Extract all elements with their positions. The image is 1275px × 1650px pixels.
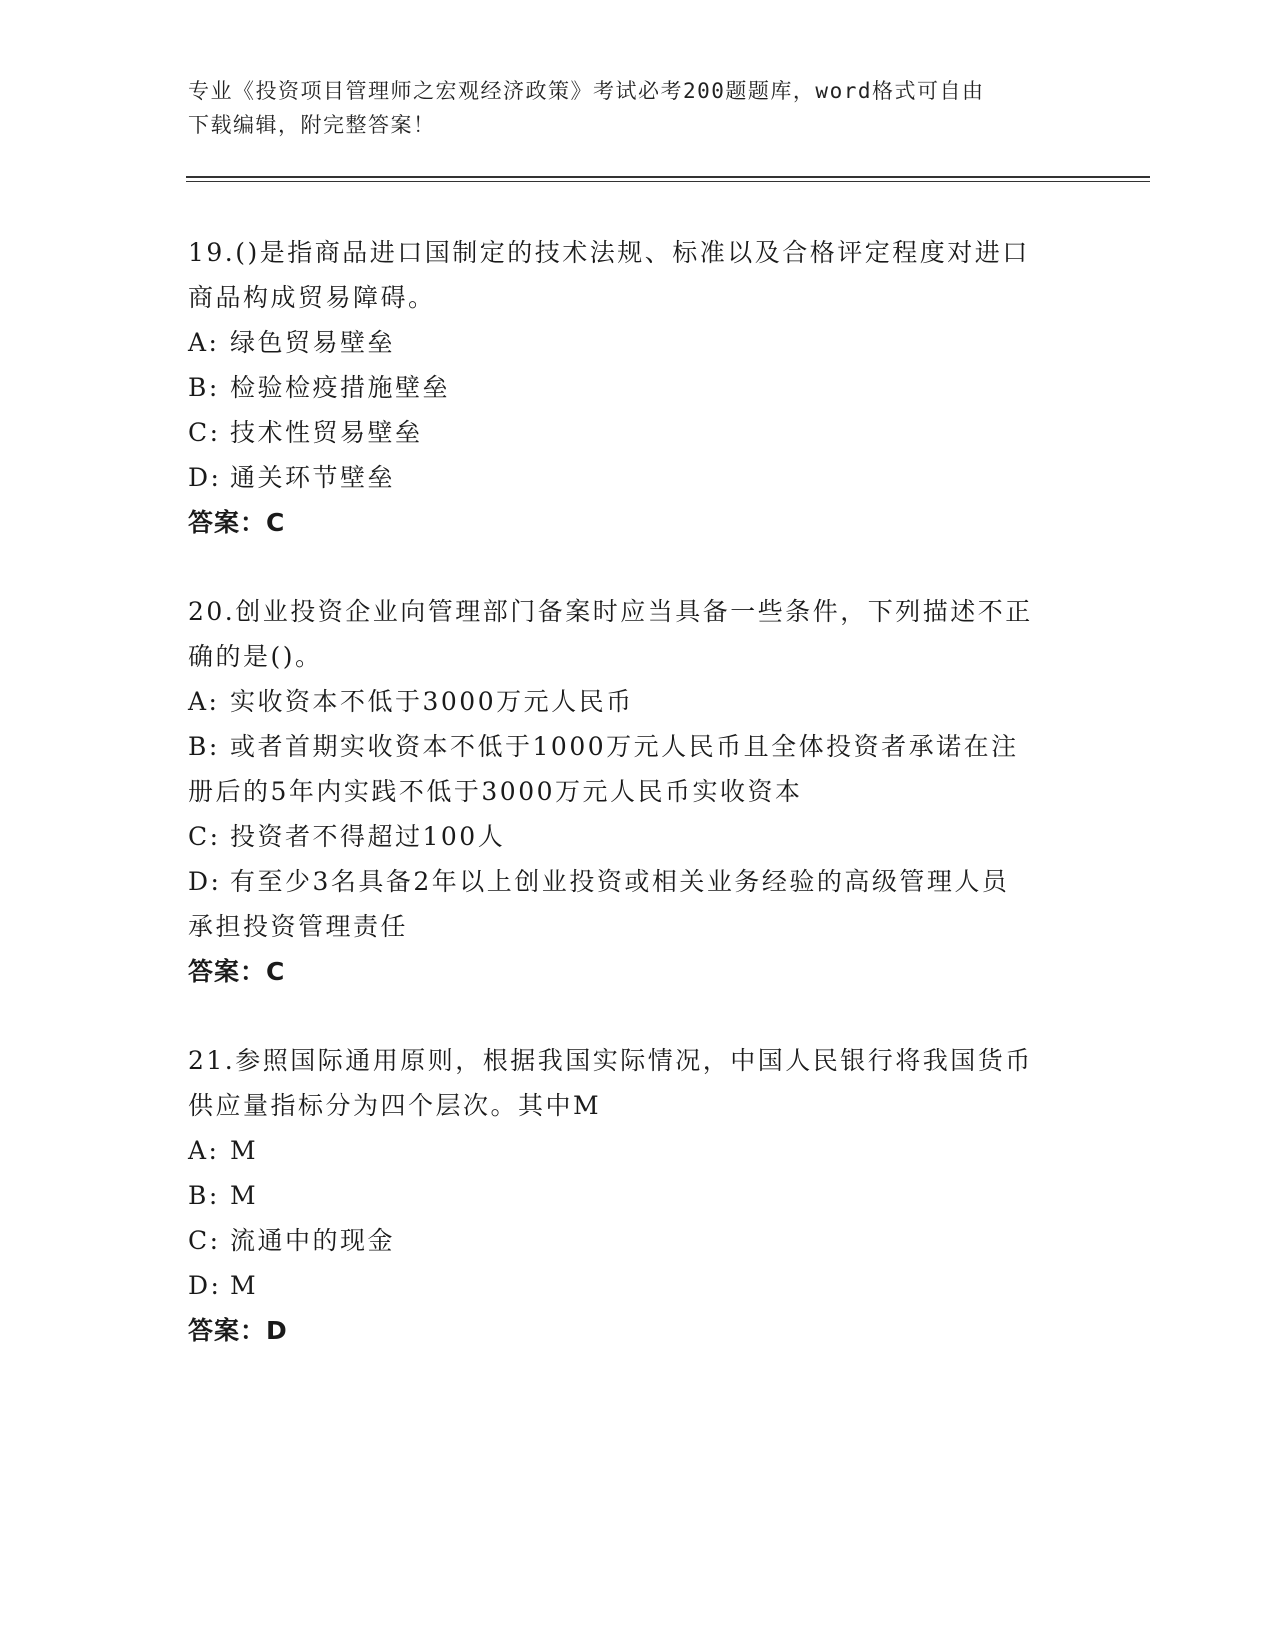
option-text: 技术性贸易壁垒	[230, 418, 423, 447]
option-label: D:	[188, 1271, 222, 1300]
question-stem-line: 19.()是指商品进口国制定的技术法规、标准以及合格评定程度对进口	[188, 238, 1030, 267]
question-stem-line: 商品构成贸易障碍。	[188, 283, 436, 312]
header-divider-thin	[186, 181, 1150, 182]
answer-line: 答案：C	[188, 957, 286, 986]
option-text: 有至少3名具备2年以上创业投资或相关业务经验的高级管理人员	[230, 867, 1010, 896]
option-text: 流通中的现金	[230, 1226, 396, 1255]
option-text: 实收资本不低于3000万元人民币	[230, 687, 634, 716]
option-label: A:	[188, 687, 220, 716]
option-b	[188, 1173, 1068, 1218]
option-b	[188, 724, 1068, 769]
header-divider-thick	[186, 176, 1150, 178]
option-c	[188, 1218, 1068, 1263]
question-stem-line: 20.创业投资企业向管理部门备案时应当具备一些条件，下列描述不正	[188, 597, 1033, 626]
option-c	[188, 814, 1068, 859]
option-text: 投资者不得超过100人	[230, 822, 506, 851]
option-label: B:	[188, 732, 220, 761]
option-text: M	[230, 1181, 259, 1210]
option-text: 绿色贸易壁垒	[230, 328, 396, 357]
question-stem-line: 供应量指标分为四个层次。其中M	[188, 1091, 602, 1120]
answer-line: 答案：D	[188, 1316, 288, 1345]
question-stem-line: 21.参照国际通用原则，根据我国实际情况，中国人民银行将我国货币	[188, 1046, 1033, 1075]
header-line-1: 专业《投资项目管理师之宏观经济政策》考试必考200题题库，word格式可自由	[188, 79, 985, 103]
page-header	[188, 74, 1068, 142]
option-d	[188, 859, 1068, 904]
option-b	[188, 365, 1068, 410]
option-text: 或者首期实收资本不低于1000万元人民币且全体投资者承诺在注	[230, 732, 1019, 761]
option-text: M	[230, 1271, 259, 1300]
option-a	[188, 1128, 1068, 1173]
option-label: B:	[188, 1181, 220, 1210]
question-20	[188, 589, 1068, 994]
header-line-2: 下载编辑，附完整答案！	[188, 113, 436, 137]
option-label: D:	[188, 867, 222, 896]
option-label: C:	[188, 1226, 221, 1255]
questions-container	[188, 230, 1068, 1397]
question-stem-line: 确的是()。	[188, 642, 323, 671]
option-text: 通关环节壁垒	[230, 463, 396, 492]
option-label: A:	[188, 1136, 220, 1165]
option-label: C:	[188, 418, 221, 447]
answer-line: 答案：C	[188, 508, 286, 537]
option-label: C:	[188, 822, 221, 851]
question-19	[188, 230, 1068, 545]
option-d	[188, 455, 1068, 500]
option-text: 检验检疫措施壁垒	[230, 373, 451, 402]
option-d-continued: 承担投资管理责任	[188, 912, 409, 941]
option-c	[188, 410, 1068, 455]
option-text: M	[230, 1136, 259, 1165]
option-a	[188, 320, 1068, 365]
option-a	[188, 679, 1068, 724]
option-label: B:	[188, 373, 220, 402]
question-21	[188, 1038, 1068, 1353]
option-d	[188, 1263, 1068, 1308]
option-b-continued: 册后的5年内实践不低于3000万元人民币实收资本	[188, 777, 803, 806]
option-label: D:	[188, 463, 222, 492]
option-label: A:	[188, 328, 220, 357]
